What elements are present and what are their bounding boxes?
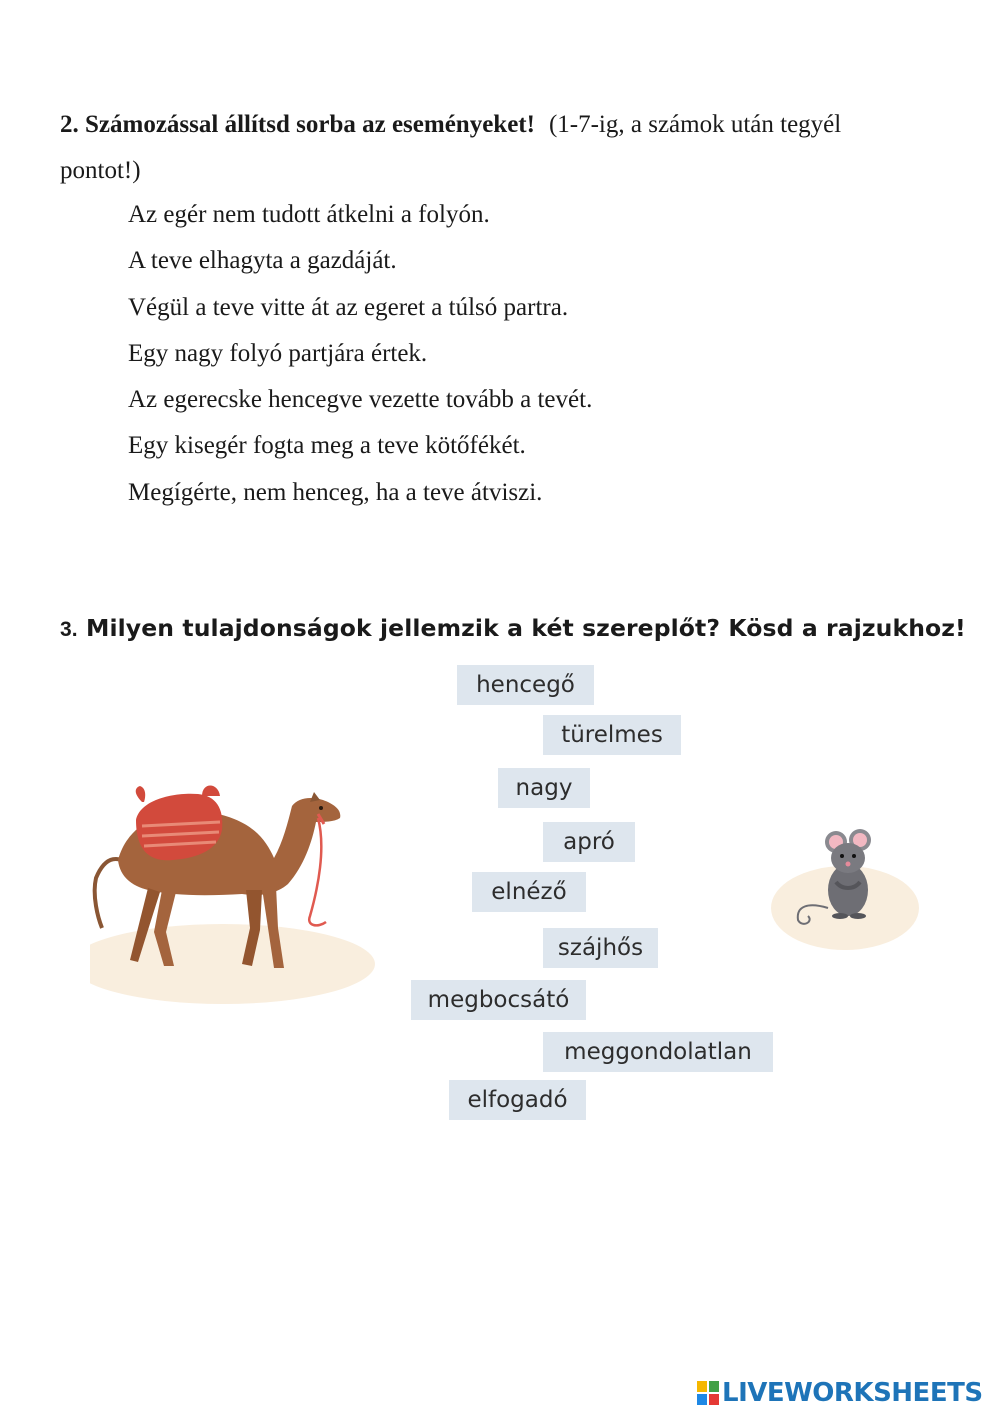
liveworksheets-logo-icon	[696, 1380, 720, 1406]
task2-instruction: (1-7-ig, a számok után tegyél	[548, 111, 842, 138]
logo-text: LIVEWORKSHEETS	[722, 1378, 983, 1408]
task2-title: 2. Számozással állítsd sorba az eseményeket!	[60, 111, 535, 138]
event-item: Egy nagy folyó partjára értek.	[128, 339, 428, 367]
trait-chip[interactable]: elnéző	[472, 872, 586, 912]
trait-chip[interactable]: apró	[543, 822, 635, 862]
camel-ground-ellipse	[78, 924, 375, 1004]
camel-illustration	[78, 778, 378, 1008]
trait-chip[interactable]: szájhős	[543, 928, 658, 968]
task2-heading	[60, 102, 940, 194]
event-item: A teve elhagyta a gazdáját.	[128, 247, 397, 275]
camel-saddle	[136, 786, 223, 861]
event-item: Az egér nem tudott átkelni a folyón.	[128, 201, 490, 228]
event-item: Egy kisegér fogta meg a teve kötőfékét.	[128, 432, 526, 460]
task3-number: 3.	[60, 618, 78, 641]
liveworksheets-logo	[696, 1378, 983, 1408]
event-list	[128, 192, 592, 516]
task3-title: Milyen tulajdonságok jellemzik a két szereplőt? Kösd a rajzukhoz!	[86, 614, 966, 642]
task2-instruction-cont: pontot!)	[60, 157, 141, 184]
trait-chip[interactable]: türelmes	[543, 715, 681, 755]
trait-chip[interactable]: elfogadó	[449, 1080, 586, 1120]
event-item: Megígérte, nem henceg, ha a teve átviszi.	[128, 478, 543, 506]
trait-chip[interactable]: meggondolatlan	[543, 1032, 773, 1072]
task3-heading	[60, 614, 966, 642]
mouse-illustration	[768, 820, 923, 955]
trait-chip[interactable]: megbocsátó	[411, 980, 586, 1020]
trait-chip[interactable]: hencegő	[457, 665, 594, 705]
trait-chip[interactable]: nagy	[498, 768, 590, 808]
event-item: Végül a teve vitte át az egeret a túlsó partra.	[128, 293, 569, 321]
event-item: Az egerecske hencegve vezette tovább a tevét.	[128, 386, 593, 414]
